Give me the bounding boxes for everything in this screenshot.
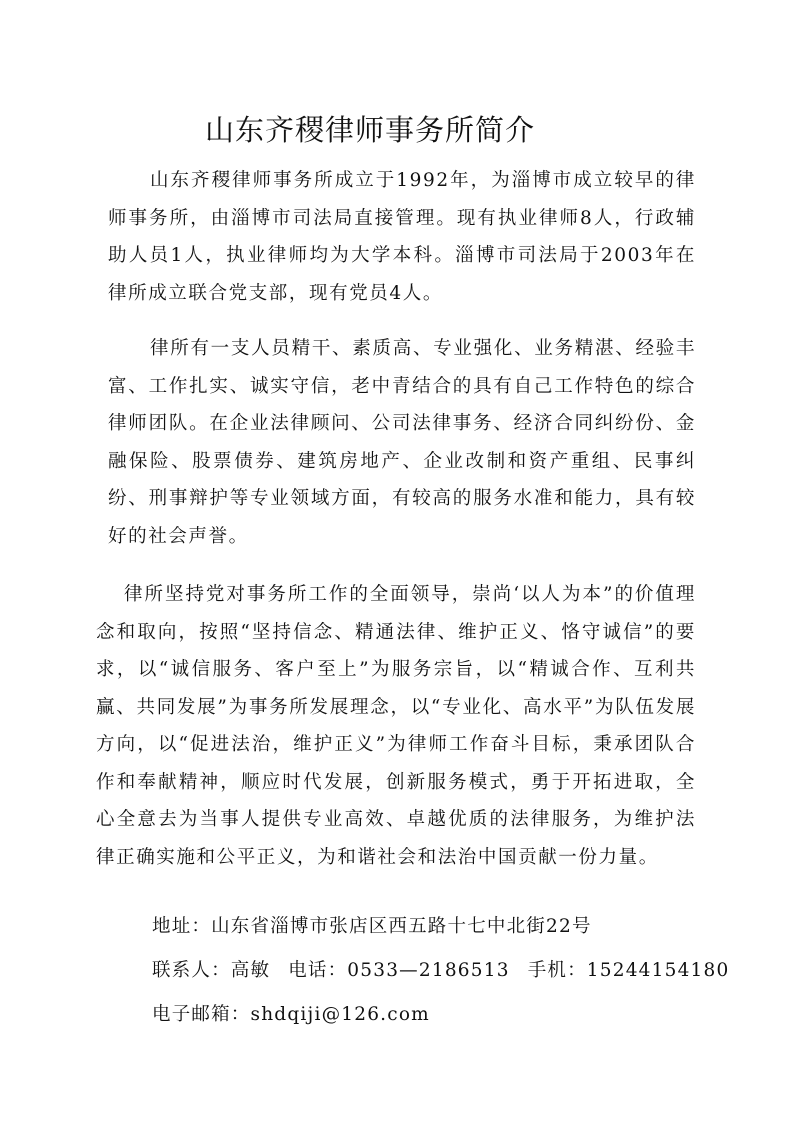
paragraph-team: 律所有一支人员精干、素质高、专业强化、业务精湛、经验丰富、工作扎实、诚实守信，老中青结合的具有自己工作特色的综合律师团队。在企业法律顾问、公司法律事务、经济合同纠纷份、金融保险、股票债券、建筑房地产、企业改制和资产重组、民事纠纷、刑事辩护等专业领域方面，有较高的服务水准和能力，具有较好的社会声誉。 — [108, 338, 696, 547]
document-title: 山东齐稷律师事务所简介 — [204, 113, 535, 147]
contact-phone: 电话：0533—2186513 — [288, 960, 510, 981]
contact-mobile: 手机：15244154180 — [527, 960, 730, 981]
contact-person: 联系人：高敏 — [152, 960, 271, 981]
contact-email: 电子邮箱：shdqiji@126.com — [152, 1004, 430, 1025]
contact-address: 地址：山东省淄博市张店区西五路十七中北街22号 — [152, 916, 592, 937]
paragraph-philosophy: 律所坚持党对事务所工作的全面领导，崇尚‘以人为本”的价值理念和取向，按照“坚持信念、精通法律、维护正义、恪守诚信”的要求，以“诚信服务、客户至上”为服务宗旨，以“精诚合作、互利共赢、共同发展”为事务所发展理念，以“专业化、高水平”为队伍发展方向，以“促进法治，维护正义”为律师工作奋斗目标，秉承团队合作和奉献精神，顺应时代发展，创新服务模式，勇于开拓进取，全心全意去为当事人提供专业高效、卓越优质的法律服务，为维护法律正确实施和公平正义，为和谐社会和法治中国贡献一份力量。 — [96, 584, 696, 868]
contact-line — [152, 956, 729, 982]
paragraph-founding: 山东齐稷律师事务所成立于1992年，为淄博市成立较早的律师事务所，由淄博市司法局直接管理。现有执业律师8人，行政辅助人员1人，执业律师均为大学本科。淄博市司法局于2003年在律所成立联合党支部，现有党员4人。 — [108, 170, 696, 304]
